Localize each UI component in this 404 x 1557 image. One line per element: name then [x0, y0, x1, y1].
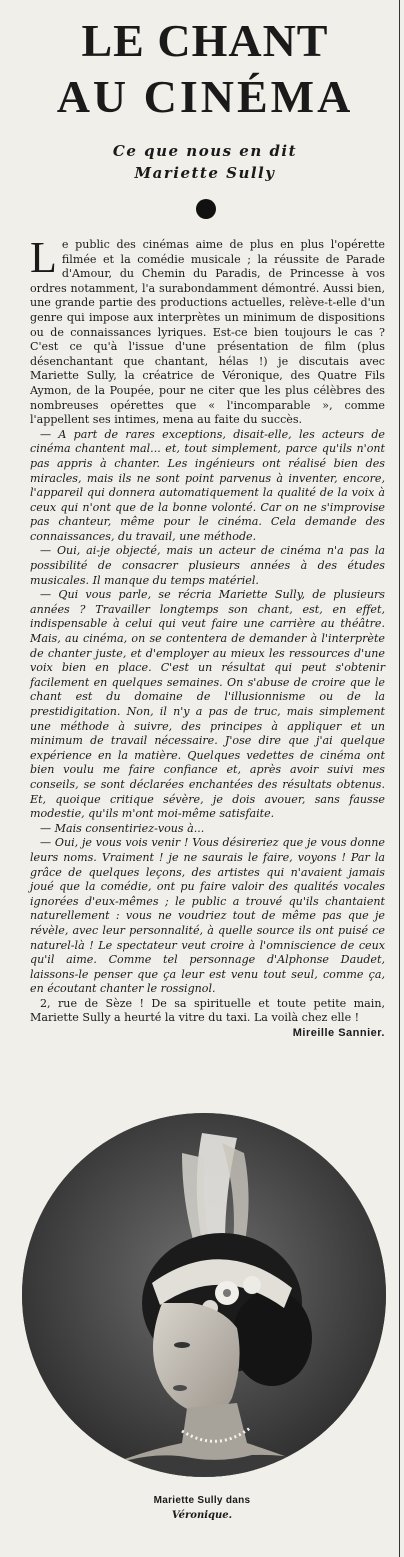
author-signature: Mireille Sannier.: [292, 1027, 385, 1040]
column-rule: [399, 0, 400, 1557]
paragraph-6: — Oui, je vous vois venir ! Vous désireriez que je vous donne leurs noms. Vraiment ! je ne saurais le faire, voyons ! Par la grâce de quelques leçons, des artistes qui n'avaient jamais joué que la comédie, ont pu faire valoir des qualités vocales ignorées d'eux-mêmes ; le public a trouvé qu'ils chantaient naturellement : vous ne voudriez tout de même pas que je révèle, avec leur personnalité, à quelle source ils ont puisé ce naturel-là ! Le spectateur veut croire à l'omniscience de ceux qu'il aime. Comme tel personnage d'Alphonse Daudet, laissons-le penser que ça leur est venu tout seul, comme ça, en écoutant chanter le rossignol.: [30, 836, 385, 996]
portrait-photo: [22, 1113, 386, 1477]
article-body: [30, 233, 385, 1041]
subtitle-line-1: Ce que nous en dit: [112, 142, 298, 160]
paragraph-2: — A part de rares exceptions, disait-elle, les acteurs de cinéma chantent mal... et, tout simplement, parce qu'ils n'ont pas appris à chanter. Les ingénieurs ont réalisé bien des miracles, mais ils ne sont point parvenus à inventer, encore, l'appareil qui donnera automatiquement la qualité de la voix à ceux qui n'ont que de la bonne volonté. Car on ne s'improvise pas chanteur, même pour le cinéma. Cela demande des connaissances, du travail, une méthode.: [30, 427, 385, 543]
portrait-illustration: [22, 1113, 386, 1477]
paragraph-7: 2, rue de Sèze ! De sa spirituelle et toute petite main, Mariette Sully a heurté la vitre du taxi. La voilà chez elle !: [30, 996, 385, 1025]
bullet-ornament: [196, 199, 216, 219]
headline-line-1: LE CHANT: [81, 15, 329, 66]
paragraph-5: — Mais consentiriez-vous à...: [40, 821, 205, 835]
paragraph-3: — Oui, ai-je objecté, mais un acteur de cinéma n'a pas la possibilité de consacrer plusieurs années à des études musicales. Il manque du temps matériel.: [30, 544, 385, 587]
paragraph-1-text: e public des cinémas aime de plus en plus l'opérette filmée et la comédie musicale ; la réussite de Parade d'Amour, du Chemin du Paradis, de Princesse à vos ordres notamment, l'a surabondamment démontré. Aussi bien, une grande partie des productions actuelles, relève-t-elle d'un genre qui impose aux interprètes un minimum de dispositions ou de connaissances lyriques. Est-ce bien toujours le cas ? C'est ce qu'à l'issue d'une présentation de film (plus désenchantant que chantant, hélas !) je discutais avec Mariette Sully, la créatrice de Véronique, des Quatre Fils Aymon, de la Poupée, pour ne citer que les plus célèbres des nombreuses opérettes que « l'incomparable », comme l'appellent ses intimes, mena au faite du succès.: [30, 238, 385, 427]
subtitle-line-2: Mariette Sully: [134, 164, 276, 182]
headline-line-2: AU CINÉMA: [56, 71, 354, 122]
paragraph-4: — Qui vous parle, se récria Mariette Sully, de plusieurs années ? Travailler longtemps son chant, est, en effet, indispensable à celui qui veut faire une carrière au théâtre. Mais, au cinéma, on se contentera de demander à l'interprète de chanter juste, et d'employer au mieux les ressources d'une voix bien en place. C'est un résultat qui peut s'obtenir facilement en quelques semaines. On s'abuse de croire que le chant est du domaine de l'illusionnisme ou de la prestidigitation. Non, il n'y a pas de truc, mais simplement une méthode à suivre, des principes à appliquer et un minimum de travail nécessaire. J'ose dire que j'ai quelque expérience en la matière. Quelques vedettes de cinéma ont bien voulu me faire confiance et, après avoir suivi mes conseils, se sont déclarées enchantées des résultats obtenus. Et, quoique critique sévère, je dois avouer, sans fausse modestie, qu'ils m'ont moi-même satisfaite.: [30, 588, 385, 821]
drop-cap: L: [30, 233, 57, 282]
caption-line-1: Mariette Sully dans: [153, 1495, 251, 1506]
paragraph-1: [30, 233, 385, 428]
caption-line-2: Véronique.: [171, 1510, 233, 1521]
